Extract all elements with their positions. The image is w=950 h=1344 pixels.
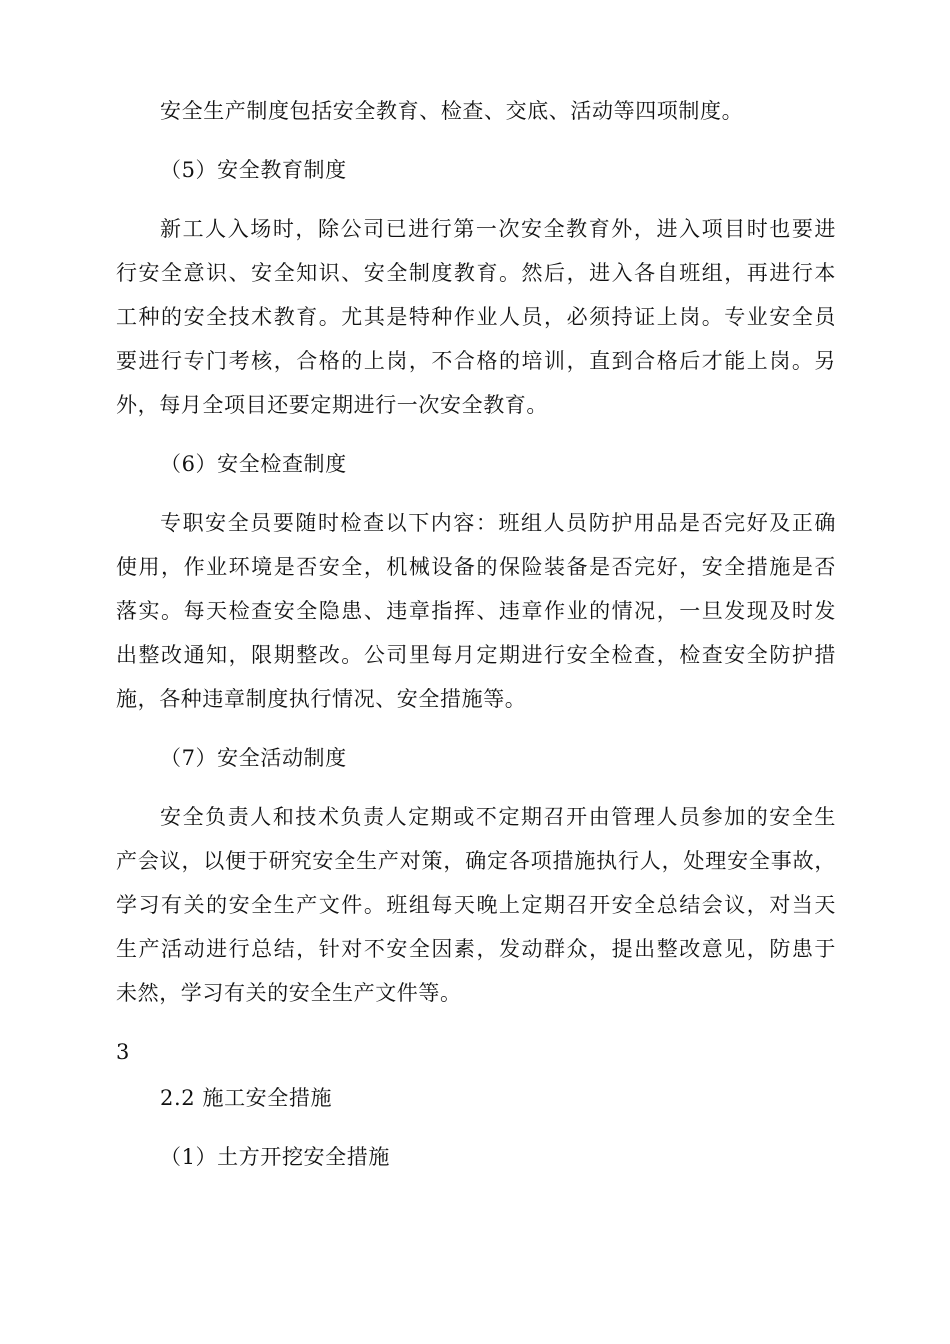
section-7-line-4: 生产活动进行总结，针对不安全因素，发动群众，提出整改意见，防患于 [116, 937, 836, 961]
section-5-heading: （5）安全教育制度 [160, 158, 347, 182]
section-7-heading: （7）安全活动制度 [160, 746, 347, 770]
section-5-line-5: 外，每月全项目还要定期进行一次安全教育。 [116, 393, 548, 417]
section-6-line-4: 出整改通知，限期整改。公司里每月定期进行安全检查，检查安全防护措 [116, 643, 836, 667]
section-5-line-4: 要进行专门考核，合格的上岗，不合格的培训，直到合格后才能上岗。另 [116, 349, 836, 373]
page-number: 3 [116, 1040, 130, 1064]
section-6-heading: （6）安全检查制度 [160, 452, 347, 476]
section-6-line-2: 使用，作业环境是否安全，机械设备的保险装备是否完好，安全措施是否 [116, 555, 836, 579]
section-7-line-1: 安全负责人和技术负责人定期或不定期召开由管理人员参加的安全生 [160, 805, 836, 829]
subsection-1-heading: （1）土方开挖安全措施 [160, 1145, 390, 1169]
section-5-line-3: 工种的安全技术教育。尤其是特种作业人员，必须持证上岗。专业安全员 [116, 305, 836, 329]
section-7-line-3: 学习有关的安全生产文件。班组每天晚上定期召开安全总结会议，对当天 [116, 893, 836, 917]
section-5-line-1: 新工人入场时，除公司已进行第一次安全教育外，进入项目时也要进 [160, 217, 836, 241]
section-5-line-2: 行安全意识、安全知识、安全制度教育。然后，进入各自班组，再进行本 [116, 261, 836, 285]
section-6-line-5: 施，各种违章制度执行情况、安全措施等。 [116, 687, 527, 711]
section-2-2-heading: 2.2 施工安全措施 [160, 1086, 333, 1110]
section-6-line-1: 专职安全员要随时检查以下内容：班组人员防护用品是否完好及正确 [160, 511, 836, 535]
section-6-line-3: 落实。每天检查安全隐患、违章指挥、违章作业的情况，一旦发现及时发 [116, 599, 836, 623]
section-7-line-5: 未然，学习有关的安全生产文件等。 [116, 981, 462, 1005]
section-7-line-2: 产会议，以便于研究安全生产对策，确定各项措施执行人，处理安全事故， [116, 849, 836, 873]
intro-paragraph: 安全生产制度包括安全教育、检查、交底、活动等四项制度。 [160, 99, 744, 123]
